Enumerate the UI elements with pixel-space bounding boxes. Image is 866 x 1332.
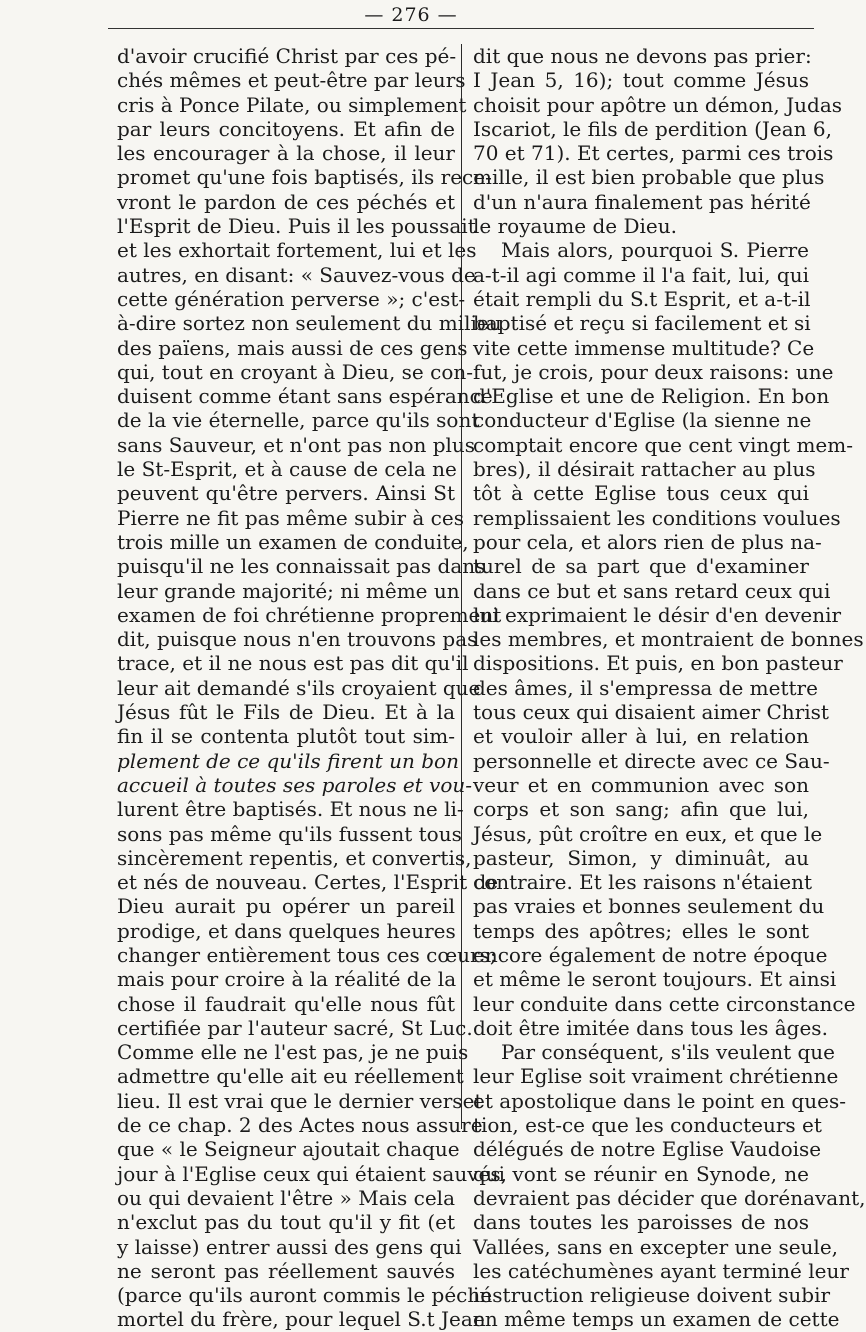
text-line: et vouloir aller à lui, en relation	[473, 724, 809, 749]
text-line: cris à Ponce Pilate, ou simplement	[117, 92, 467, 117]
text-line: à-dire sortez non seulement du milieu	[117, 311, 502, 336]
text-line: peuvent qu'être pervers. Ainsi St	[117, 481, 455, 506]
text-line: en même temps un examen de cette	[473, 1307, 840, 1332]
text-line: le royaume de Dieu.	[473, 214, 677, 239]
text-line: que « le Seigneur ajoutait chaque	[117, 1137, 460, 1162]
text-line: turel de sa part que d'examiner	[473, 554, 809, 579]
text-line: tôt à cette Eglise tous ceux qui	[473, 481, 809, 506]
text-line: mortel du frère, pour lequel S.t Jean	[117, 1307, 486, 1332]
text-line: n'exclut pas du tout qu'il y fit (et	[117, 1210, 455, 1235]
text-line: prodige, et dans quelques heures	[117, 918, 456, 943]
text-line: veur et en communion avec son	[473, 772, 809, 797]
text-line: chose il faudrait qu'elle nous fût	[117, 991, 455, 1016]
text-line: certifiée par l'auteur sacré, St Luc.	[117, 1015, 473, 1040]
text-line: d'Eglise et une de Religion. En bon	[473, 384, 830, 409]
text-line: changer entièrement tous ces cœurs;	[117, 942, 497, 967]
text-line: jour à l'Eglise ceux qui étaient sauvés,	[117, 1161, 507, 1186]
text-line: dispositions. Et puis, en bon pasteur	[473, 651, 843, 676]
text-line: et apostolique dans le point en ques-	[473, 1088, 846, 1113]
text-line: par leurs concitoyens. Et afin de	[117, 116, 455, 141]
text-line: tous ceux qui disaient aimer Christ	[473, 700, 829, 725]
text-line: les encourager à la chose, il leur	[117, 141, 455, 166]
text-line: et nés de nouveau. Certes, l'Esprit de	[117, 870, 499, 895]
text-line: Vallées, sans en excepter une seule,	[473, 1234, 839, 1259]
text-line: corps et son sang; afin que lui,	[473, 797, 809, 822]
text-line: examen de foi chrétienne proprement	[117, 602, 502, 627]
text-line: fin il se contenta plutôt tout sim-	[117, 724, 455, 749]
text-line: le St-Esprit, et à cause de cela ne	[117, 457, 457, 482]
text-line: d'un n'aura finalement pas hérité	[473, 189, 811, 214]
text-line: des âmes, il s'empressa de mettre	[473, 675, 818, 700]
text-line: puisqu'il ne les connaissait pas dans	[117, 554, 486, 579]
text-line: Jésus, pût croître en eux, et que le	[473, 821, 823, 846]
text-line: conducteur d'Eglise (la sienne ne	[473, 408, 812, 433]
text-line: choisit pour apôtre un démon, Judas	[473, 92, 843, 117]
text-line: contraire. Et les raisons n'étaient	[473, 870, 813, 895]
text-line: remplissaient les conditions voulues	[473, 505, 841, 530]
text-line: Mais alors, pourquoi S. Pierre	[501, 238, 809, 263]
text-line: duisent comme étant sans espérance	[117, 384, 493, 409]
text-line: a-t-il agi comme il l'a fait, lui, qui	[473, 262, 809, 287]
text-line: ou qui devaient l'être » Mais cela	[117, 1185, 455, 1210]
text-line: l'Esprit de Dieu. Puis il les poussait	[117, 214, 476, 239]
text-line: cette génération perverse »; c'est-	[117, 286, 466, 311]
text-line: trois mille un examen de conduite,	[117, 529, 469, 554]
text-line: bres), il désirait rattacher au plus	[473, 457, 816, 482]
text-line: instruction religieuse doivent subir	[473, 1283, 831, 1308]
text-line: qui vont se réunir en Synode, ne	[473, 1161, 809, 1186]
text-line: dans toutes les paroisses de nos	[473, 1210, 809, 1235]
text-line: accueil à toutes ses paroles et vou-	[117, 772, 473, 797]
text-line: mais pour croire à la réalité de la	[117, 967, 457, 992]
text-line: leur ait demandé s'ils croyaient que	[117, 675, 481, 700]
text-line: autres, en disant: « Sauvez-vous de	[117, 262, 476, 287]
text-line: lui exprimaient le désir d'en devenir	[473, 602, 842, 627]
right-column	[473, 44, 866, 1332]
text-line: baptisé et reçu si facilement et si	[473, 311, 811, 336]
text-line: promet qu'une fois baptisés, ils rece-	[117, 165, 492, 190]
text-line: devraient pas décider que dorénavant,	[473, 1185, 866, 1210]
text-line: Par conséquent, s'ils veulent que	[501, 1040, 835, 1065]
text-line: encore également de notre époque	[473, 942, 828, 967]
text-line: vite cette immense multitude? Ce	[473, 335, 815, 360]
text-line: I Jean 5, 16); tout comme Jésus	[473, 68, 809, 93]
text-line: chés mêmes et peut-être par leurs	[117, 68, 466, 93]
text-line: mille, il est bien probable que plus	[473, 165, 825, 190]
text-line: comptait encore que cent vingt mem-	[473, 432, 853, 457]
text-line: sincèrement repentis, et convertis,	[117, 845, 472, 870]
text-line: ne seront pas réellement sauvés	[117, 1258, 455, 1283]
text-line: sans Sauveur, et n'ont pas non plus	[117, 432, 476, 457]
text-line: y laisse) entrer aussi des gens qui	[117, 1234, 462, 1259]
text-line: Comme elle ne l'est pas, je ne puis	[117, 1040, 469, 1065]
text-line: était rempli du S.t Esprit, et a-t-il	[473, 286, 811, 311]
text-line: pasteur, Simon, y diminuât, au	[473, 845, 809, 870]
text-line: Dieu aurait pu opérer un pareil	[117, 894, 455, 919]
text-line: vront le pardon de ces péchés et	[117, 189, 455, 214]
left-column	[117, 44, 507, 1332]
text-line: temps des apôtres; elles le sont	[473, 918, 809, 943]
text-line: tion, est-ce que les conducteurs et	[473, 1113, 822, 1138]
text-line: Iscariot, le fils de perdition (Jean 6,	[473, 116, 832, 141]
text-line: de ce chap. 2 des Actes nous assure	[117, 1113, 483, 1138]
text-line: les membres, et montraient de bonnes	[473, 627, 864, 652]
text-line: et même le seront toujours. Et ainsi	[473, 967, 837, 992]
text-line: pour cela, et alors rien de plus na-	[473, 529, 822, 554]
text-line: qui, tout en croyant à Dieu, se con-	[117, 359, 474, 384]
text-line: leur Eglise soit vraiment chrétienne	[473, 1064, 839, 1089]
header-rule	[108, 28, 814, 29]
text-line: leur conduite dans cette circonstance	[473, 991, 856, 1016]
text-line: fut, je crois, pour deux raisons: une	[473, 359, 834, 384]
text-line: sons pas même qu'ils fussent tous	[117, 821, 462, 846]
text-line: lieu. Il est vrai que le dernier verset	[117, 1088, 483, 1113]
text-line: leur grande majorité; ni même un	[117, 578, 460, 603]
text-line: lurent être baptisés. Et nous ne li-	[117, 797, 464, 822]
text-line: (parce qu'ils auront commis le péché	[117, 1283, 493, 1308]
text-line: dit que nous ne devons pas prier:	[473, 44, 812, 68]
text-line: d'avoir crucifié Christ par ces pé-	[117, 44, 457, 68]
text-line: et les exhortait fortement, lui et les	[117, 238, 477, 263]
text-line: admettre qu'elle ait eu réellement	[117, 1064, 464, 1089]
text-line: des païens, mais aussi de ces gens	[117, 335, 468, 360]
text-line: les catéchumènes ayant terminé leur	[473, 1258, 849, 1283]
text-line: plement de ce qu'ils firent un bon	[117, 748, 459, 773]
text-line: personnelle et directe avec ce Sau-	[473, 748, 830, 773]
text-line: trace, et il ne nous est pas dit qu'il	[117, 651, 469, 676]
text-line: Pierre ne fit pas même subir à ces	[117, 505, 464, 530]
text-line: doit être imitée dans tous les âges.	[473, 1015, 828, 1040]
page-number: — 276 —	[364, 4, 458, 26]
text-line: dit, puisque nous n'en trouvons pas	[117, 627, 478, 652]
text-line: de la vie éternelle, parce qu'ils sont	[117, 408, 480, 433]
text-line: 70 et 71). Et certes, parmi ces trois	[473, 141, 834, 166]
text-line: pas vraies et bonnes seulement du	[473, 894, 825, 919]
text-line: dans ce but et sans retard ceux qui	[473, 578, 831, 603]
text-line: Jésus fût le Fils de Dieu. Et à la	[117, 700, 455, 725]
text-line: délégués de notre Eglise Vaudoise	[473, 1137, 822, 1162]
